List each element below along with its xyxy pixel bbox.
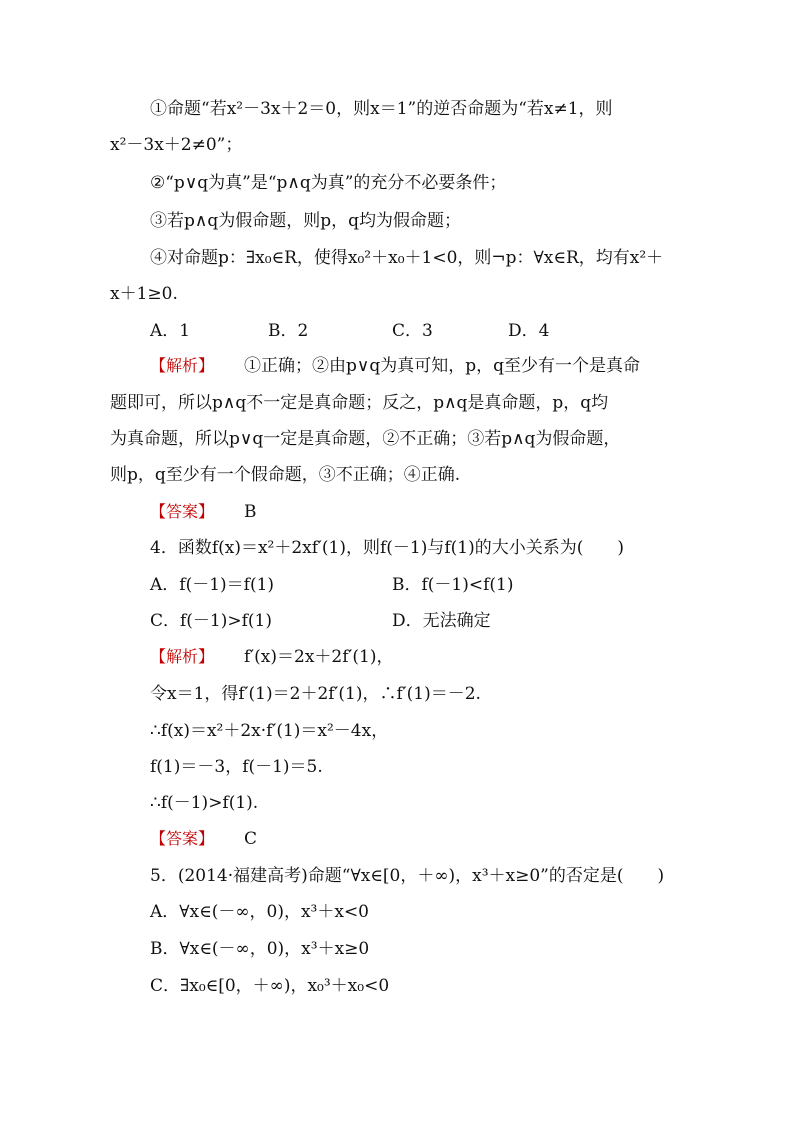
q5-option-a: A．∀x∈(－∞，0)，x³＋x<0 <box>150 902 369 922</box>
q3-analysis-label: 【解析】 <box>150 356 215 375</box>
q3-option-d: D．4 <box>508 321 550 341</box>
statement-4-line-2: x＋1≥0. <box>110 284 178 304</box>
statement-3: ③若p∧q为假命题，则p，q均为假命题； <box>150 211 461 231</box>
q4-analysis-line-2: ∴f(x)＝x²＋2x·f′(1)＝x²－4x， <box>150 721 389 741</box>
q4-analysis-line-3: f(1)＝－3，f(－1)＝5. <box>150 757 323 777</box>
q4-option-d: D．无法确定 <box>392 611 491 631</box>
q4-analysis-line-1: 令x＝1，得f′(1)＝2＋2f′(1)，∴f′(1)＝－2. <box>150 684 481 704</box>
q3-analysis-line-4: 则p，q至少有一个假命题，③不正确；④正确. <box>110 465 461 485</box>
q3-answer-label: 【答案】 <box>150 502 215 521</box>
q4-option-b: B．f(－1)<f(1) <box>392 575 514 595</box>
q4-option-a: A．f(－1)＝f(1) <box>150 575 275 595</box>
q4-stem: 4．函数f(x)＝x²＋2xf′(1)，则f(－1)与f(1)的大小关系为( ) <box>150 538 625 558</box>
q4-answer-label: 【答案】 <box>150 829 215 848</box>
q3-analysis-line-3: 为真命题，所以p∨q一定是真命题，②不正确；③若p∧q为假命题， <box>110 429 621 449</box>
q4-analysis-first: f′(x)＝2x＋2f′(1)， <box>244 647 394 667</box>
q5-option-c: C．∃x₀∈[0，＋∞)，x₀³＋x₀<0 <box>150 976 390 996</box>
q4-analysis-label: 【解析】 <box>150 647 215 666</box>
q3-option-c: C．3 <box>392 321 433 341</box>
q4-answer: C <box>244 829 258 849</box>
q3-analysis-line-2: 题即可，所以p∧q不一定是真命题；反之，p∧q是真命题，p，q均 <box>110 393 609 413</box>
q3-option-b: B．2 <box>268 321 309 341</box>
q3-answer: B <box>244 502 257 522</box>
statement-4-line-1: ④对命题p：∃x₀∈R，使得x₀²＋x₀＋1<0，则¬p：∀x∈R，均有x²＋ <box>150 248 664 268</box>
q5-option-b: B．∀x∈(－∞，0)，x³＋x≥0 <box>150 939 370 959</box>
statement-1-line-2: x²－3x＋2≠0”； <box>110 135 243 155</box>
q5-stem: 5．(2014·福建高考)命题“∀x∈[0，＋∞)，x³＋x≥0”的否定是( ) <box>150 866 665 886</box>
q3-option-a: A．1 <box>150 321 191 341</box>
q4-analysis-line-4: ∴f(－1)>f(1). <box>150 793 259 813</box>
statement-2: ②“p∨q为真”是“p∧q为真”的充分不必要条件； <box>150 173 507 193</box>
statement-1-line-1: ①命题“若x²－3x＋2＝0，则x＝1”的逆否命题为“若x≠1，则 <box>150 99 613 119</box>
q3-analysis-line-1: ①正确；②由p∨q为真可知，p，q至少有一个是真命 <box>244 356 640 376</box>
q4-option-c: C．f(－1)>f(1) <box>150 611 272 631</box>
